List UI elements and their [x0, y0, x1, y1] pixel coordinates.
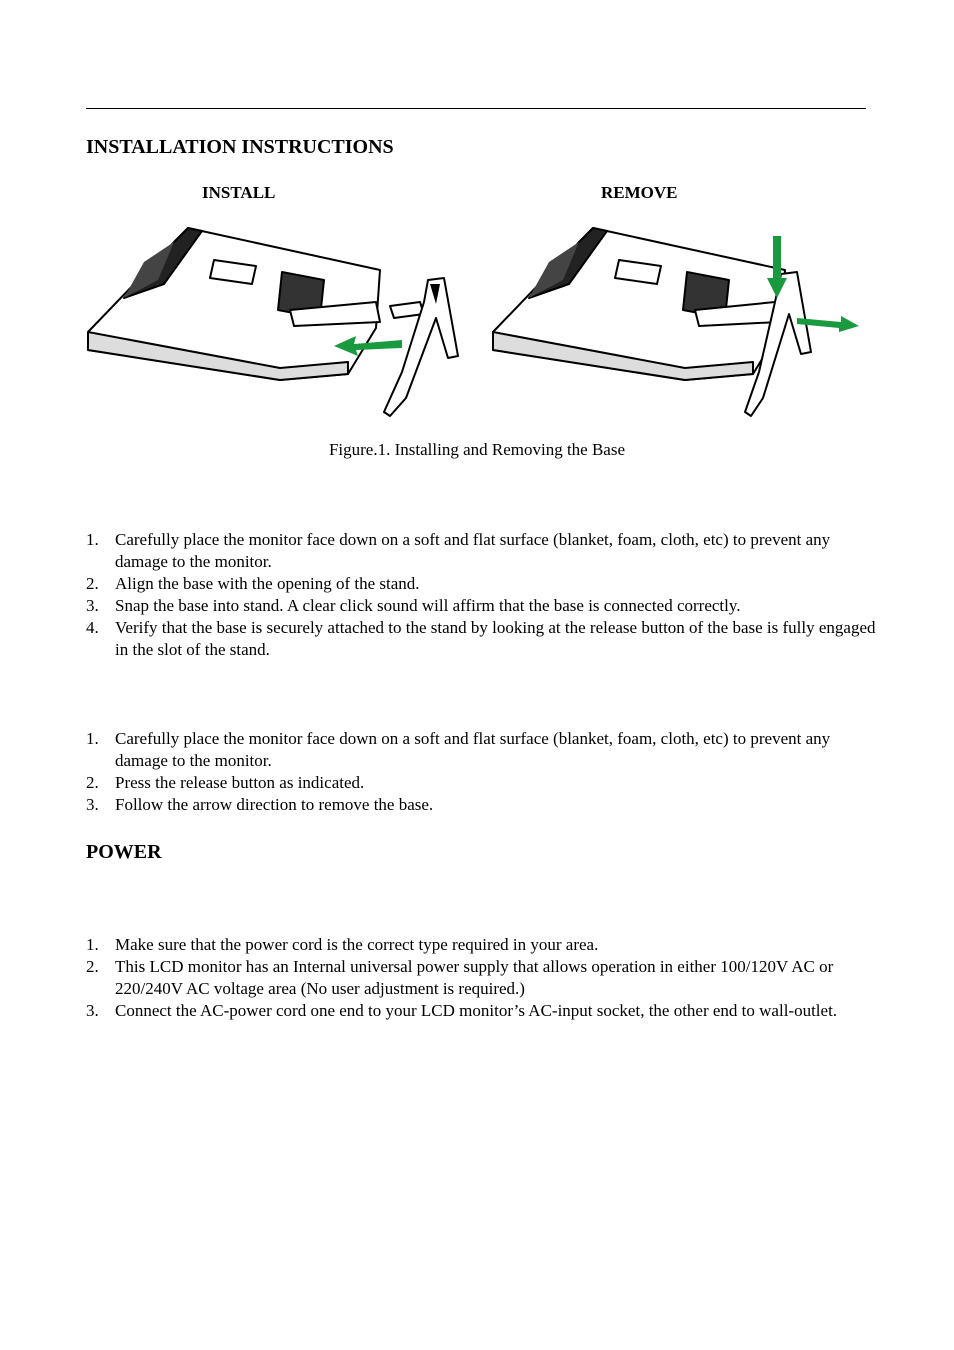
list-item: 1. Make sure that the power cord is the correct type required in your area. — [86, 935, 599, 954]
section-title: INSTALLATION INSTRUCTIONS — [86, 136, 394, 158]
list-item: 3. Connect the AC-power cord one end to your LCD monitor’s AC-input socket, the other end to wall-outlet. — [86, 1001, 838, 1020]
header-rule — [86, 108, 866, 109]
remove-illustration — [489, 222, 869, 422]
list-item: 4. Verify that the base is securely attached to the stand by looking at the release button of the base is fully engaged in the slot of the stand. — [86, 618, 876, 659]
power-title: POWER — [86, 841, 162, 863]
install-illustration — [84, 222, 464, 422]
list-item: 2. Press the release button as indicated. — [86, 773, 365, 792]
list-item: 1. Carefully place the monitor face down on a soft and flat surface (blanket, foam, cloth, etc) to prevent any damage to the monitor. — [86, 729, 831, 770]
power-steps-list — [86, 934, 876, 1022]
list-item: 3. Follow the arrow direction to remove the base. — [86, 795, 434, 814]
list-item: 2. This LCD monitor has an Internal universal power supply that allows operation in either 100/120V AC or 220/240V AC voltage area (No user adjustment is required.) — [86, 957, 834, 998]
remove-steps-list — [86, 728, 876, 816]
list-item: 2. Align the base with the opening of the stand. — [86, 574, 420, 593]
install-label: INSTALL — [202, 183, 276, 202]
remove-label: REMOVE — [601, 183, 678, 202]
list-item: 3. Snap the base into stand. A clear click sound will affirm that the base is connected correctly. — [86, 596, 741, 615]
list-item: 1. Carefully place the monitor face down on a soft and flat surface (blanket, foam, cloth, etc) to prevent any damage to the monitor. — [86, 530, 831, 571]
figure-caption: Figure.1. Installing and Removing the Base — [328, 440, 626, 459]
install-steps-list — [86, 529, 876, 661]
